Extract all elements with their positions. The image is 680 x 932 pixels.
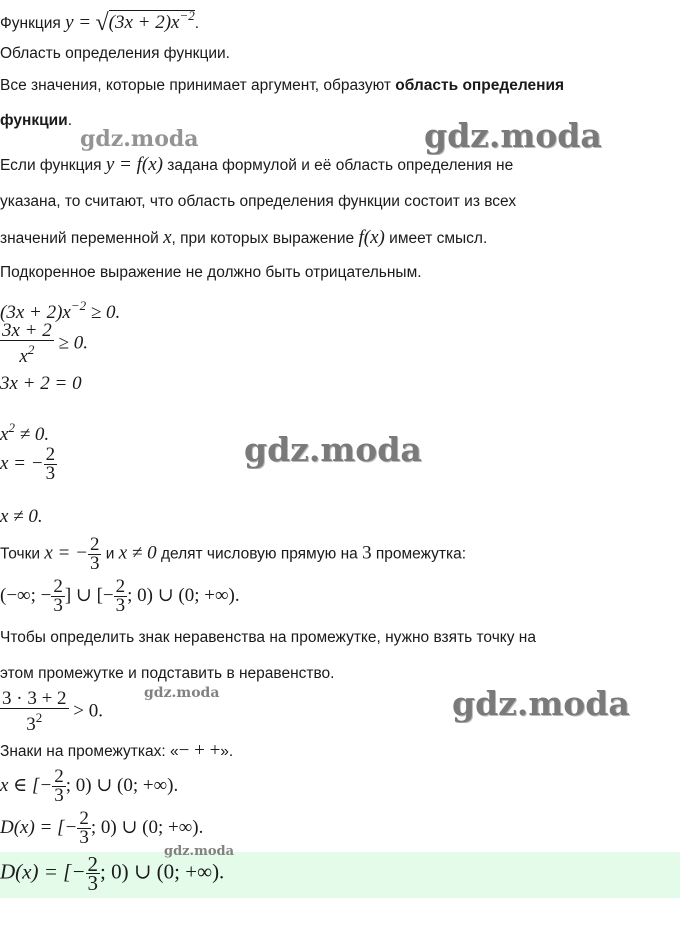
title-radicand: $(3x + 2)x^{-2}$ <box>108 8 195 33</box>
intervals-list: (−∞; − $\frac{2}{3}$ ] ∪ [− $\frac{2}{3}$ ; 0) ∪ (0; +∞). <box>0 576 240 616</box>
result-x: x ∈ [− $\frac{2}{3}$ ; 0) ∪ (0; +∞). <box>0 766 179 806</box>
inequality-denominator: $x^2 \ne 0$. <box>0 420 50 445</box>
watermark-logo: gdz.moda <box>452 684 630 723</box>
watermark-logo: gdz.moda <box>424 116 602 155</box>
excluded-value: x ≠ 0. <box>0 506 43 527</box>
definition-paragraph-3: указана, то считают, что область определения функции состоит из всех <box>0 193 517 210</box>
result-domain: D(x) = [− $\frac{2}{3}$ ; 0) ∪ (0; +∞). <box>0 808 204 848</box>
watermark-logo: gdz.moda <box>164 844 235 859</box>
check-text-1: Чтобы определить знак неравенства на промежутке, нужно взять точку на <box>0 629 536 646</box>
sqrt-symbol: √ <box>95 10 109 36</box>
definition-heading: Область определения функции. <box>0 45 230 62</box>
watermark-logo: gdz.moda <box>80 126 199 152</box>
definition-paragraph-2: Если функция y = f(x) задана формулой и её область определения не <box>0 154 514 175</box>
inequality-1: $(3x + 2)x^{-2} \ge 0$. <box>0 298 121 323</box>
inequality-fraction: $\frac{3x + 2}{x^2}$ ≥ 0. <box>2 320 88 367</box>
definition-paragraph-4: значений переменной x, при которых выражение f(x) имеет смысл. <box>0 227 488 248</box>
check-fraction: $\frac{3 \cdot 3 + 2}{3^2}$ > 0. <box>2 688 104 735</box>
definition-paragraph-5: Подкоренное выражение не должно быть отрицательным. <box>0 264 422 281</box>
points-sentence: Точки x = − $\frac{2}{3}$ и x ≠ 0 делят числовую прямую на 3 промежутка: <box>0 534 467 574</box>
answer-line: D(x) = [− $\frac{2}{3}$ ; 0) ∪ (0; +∞). <box>0 852 225 895</box>
title-formula-y: y = <box>65 12 92 33</box>
definition-paragraph-1-cont: функции. <box>0 112 72 129</box>
signs-line: Знаки на промежутках: «− + +». <box>0 740 234 761</box>
equation-numerator: 3x + 2 = 0 <box>0 373 82 394</box>
definition-paragraph-1: Все значения, которые принимает аргумент, образуют область определения <box>0 77 565 94</box>
check-text-2: этом промежутке и подставить в неравенство. <box>0 665 335 682</box>
watermark-logo: gdz.moda <box>244 430 422 469</box>
root-value: x = − $\frac{2}{3}$ <box>0 444 56 484</box>
task-title: Функция $y = √(3x + 2)x^{-2}$. <box>0 8 200 36</box>
watermark-logo: gdz.moda <box>144 685 220 701</box>
title-prefix: Функция <box>0 15 61 32</box>
